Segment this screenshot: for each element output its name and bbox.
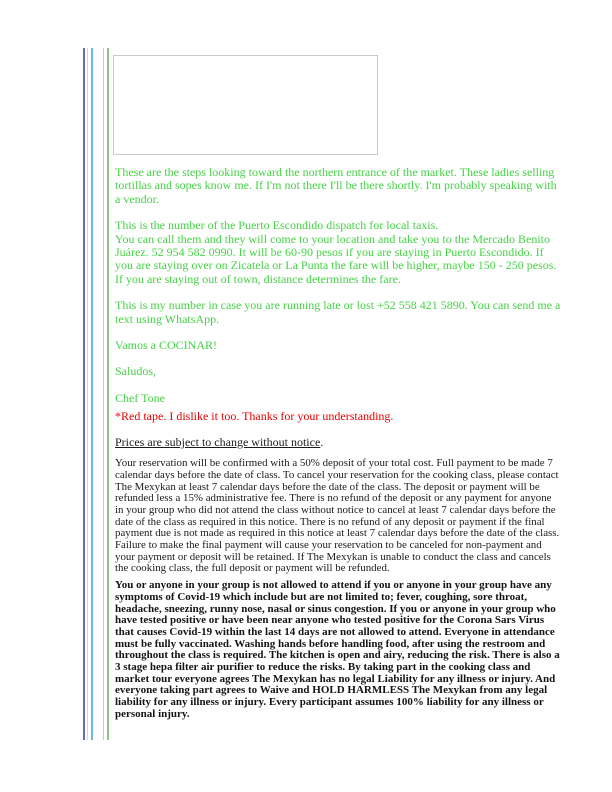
email-body [115, 55, 562, 721]
paragraph-market-steps: These are the steps looking toward the northern entrance of the market. These ladies selling tortillas and sopes know me. If I'm not there I'll be there shortly. I'm probably speaking with a vendor. [115, 165, 557, 206]
quote-bar-level-4 [103, 48, 104, 740]
taxi-info-line-1: This is the number of the Puerto Escondido dispatch for local taxis. [115, 218, 439, 233]
paragraph-taxi-info [115, 219, 562, 286]
unloaded-image-placeholder [113, 55, 378, 155]
prices-notice [115, 436, 562, 449]
signature-chef-tone: Chef Tone [115, 390, 165, 405]
quote-bar-level-3 [91, 48, 93, 740]
cancellation-terms-paragraph: Your reservation will be confirmed with a 50% deposit of your total cost. Full payment to be made 7 calendar days before the date of class. To cancel your reservation for the cooking class, please contact The Mexykan at least 7 calendar days before the date of the class. The deposit or payment will be refunded less a 15% administrative fee. There is no refund of the deposit or any payment for anyone in your group who did not attend the class without notice to cancel at least 7 calendar days before the date of the class as required in this notice. There is no refund of any deposit or payment if the final payment due is not made as required in this notice at least 7 calendar days before the date of the class. Failure to make the final payment will cause your reservation to be canceled for non-payment and your payment or deposit will be retained. If The Mexykan is unable to conduct the class and cancels the cooking class, the full deposit or payment will be refunded. [115, 457, 560, 575]
prices-notice-underlined-text: Prices are subject to change without notice [115, 434, 321, 449]
paragraph-contact-number: This is my number in case you are running late or lost +52 558 421 5890. You can send me a text using WhatsApp. [115, 298, 561, 326]
paragraph-vamos-a-cocinar: Vamos a COCINAR! [115, 338, 217, 353]
taxi-info-line-2: You can call them and they will come to your location and take you to the Mercado Benito Juárez. 52 954 582 0990. It will be 60-90 pesos if you are staying in Puerto Escondido. If you are staying over on Zicatela or La Punta the fare will be higher, maybe 150 - 250 pesos. If you are staying out of town, distance determines the fare. [115, 231, 557, 286]
paragraph-saludos: Saludos, [115, 364, 157, 379]
covid-liability-paragraph: You or anyone in your group is not allowed to attend if you or anyone in your group have any symptoms of Covid-19 which include but are not limited to; fever, coughing, sore throat, headache, sneezing, runny nose, nasal or sinus congestion. If you or anyone in your group who have tested positive or have been near anyone who tested positive for the Corona Sars Virus that causes Covid-19 within the last 14 days are not allowed to attend. Everyone in attendance must be fully vaccinated. Washing hands before handling food, after using the restroom and throughout the class is required. The kitchen is open and airy, reducing the risk. There is also a 3 stage hepa filter air purifier to reduce the risks. By taking part in the cooking class and market tour everyone agrees The Mexykan has no legal Liability for any illness or injury. And everyone taking part agrees to Waive and HOLD HARMLESS The Mexykan from any legal liability for any illness or injury. Every participant assumes 100% liability for any illness or personal injury. [115, 579, 560, 720]
quote-bar-level-2 [87, 48, 88, 740]
quote-bar-level-1 [83, 48, 85, 740]
red-tape-note: *Red tape. I dislike it too. Thanks for your understanding. [115, 409, 394, 424]
quote-bar-level-5 [107, 48, 109, 740]
prices-notice-period: . [320, 434, 324, 449]
